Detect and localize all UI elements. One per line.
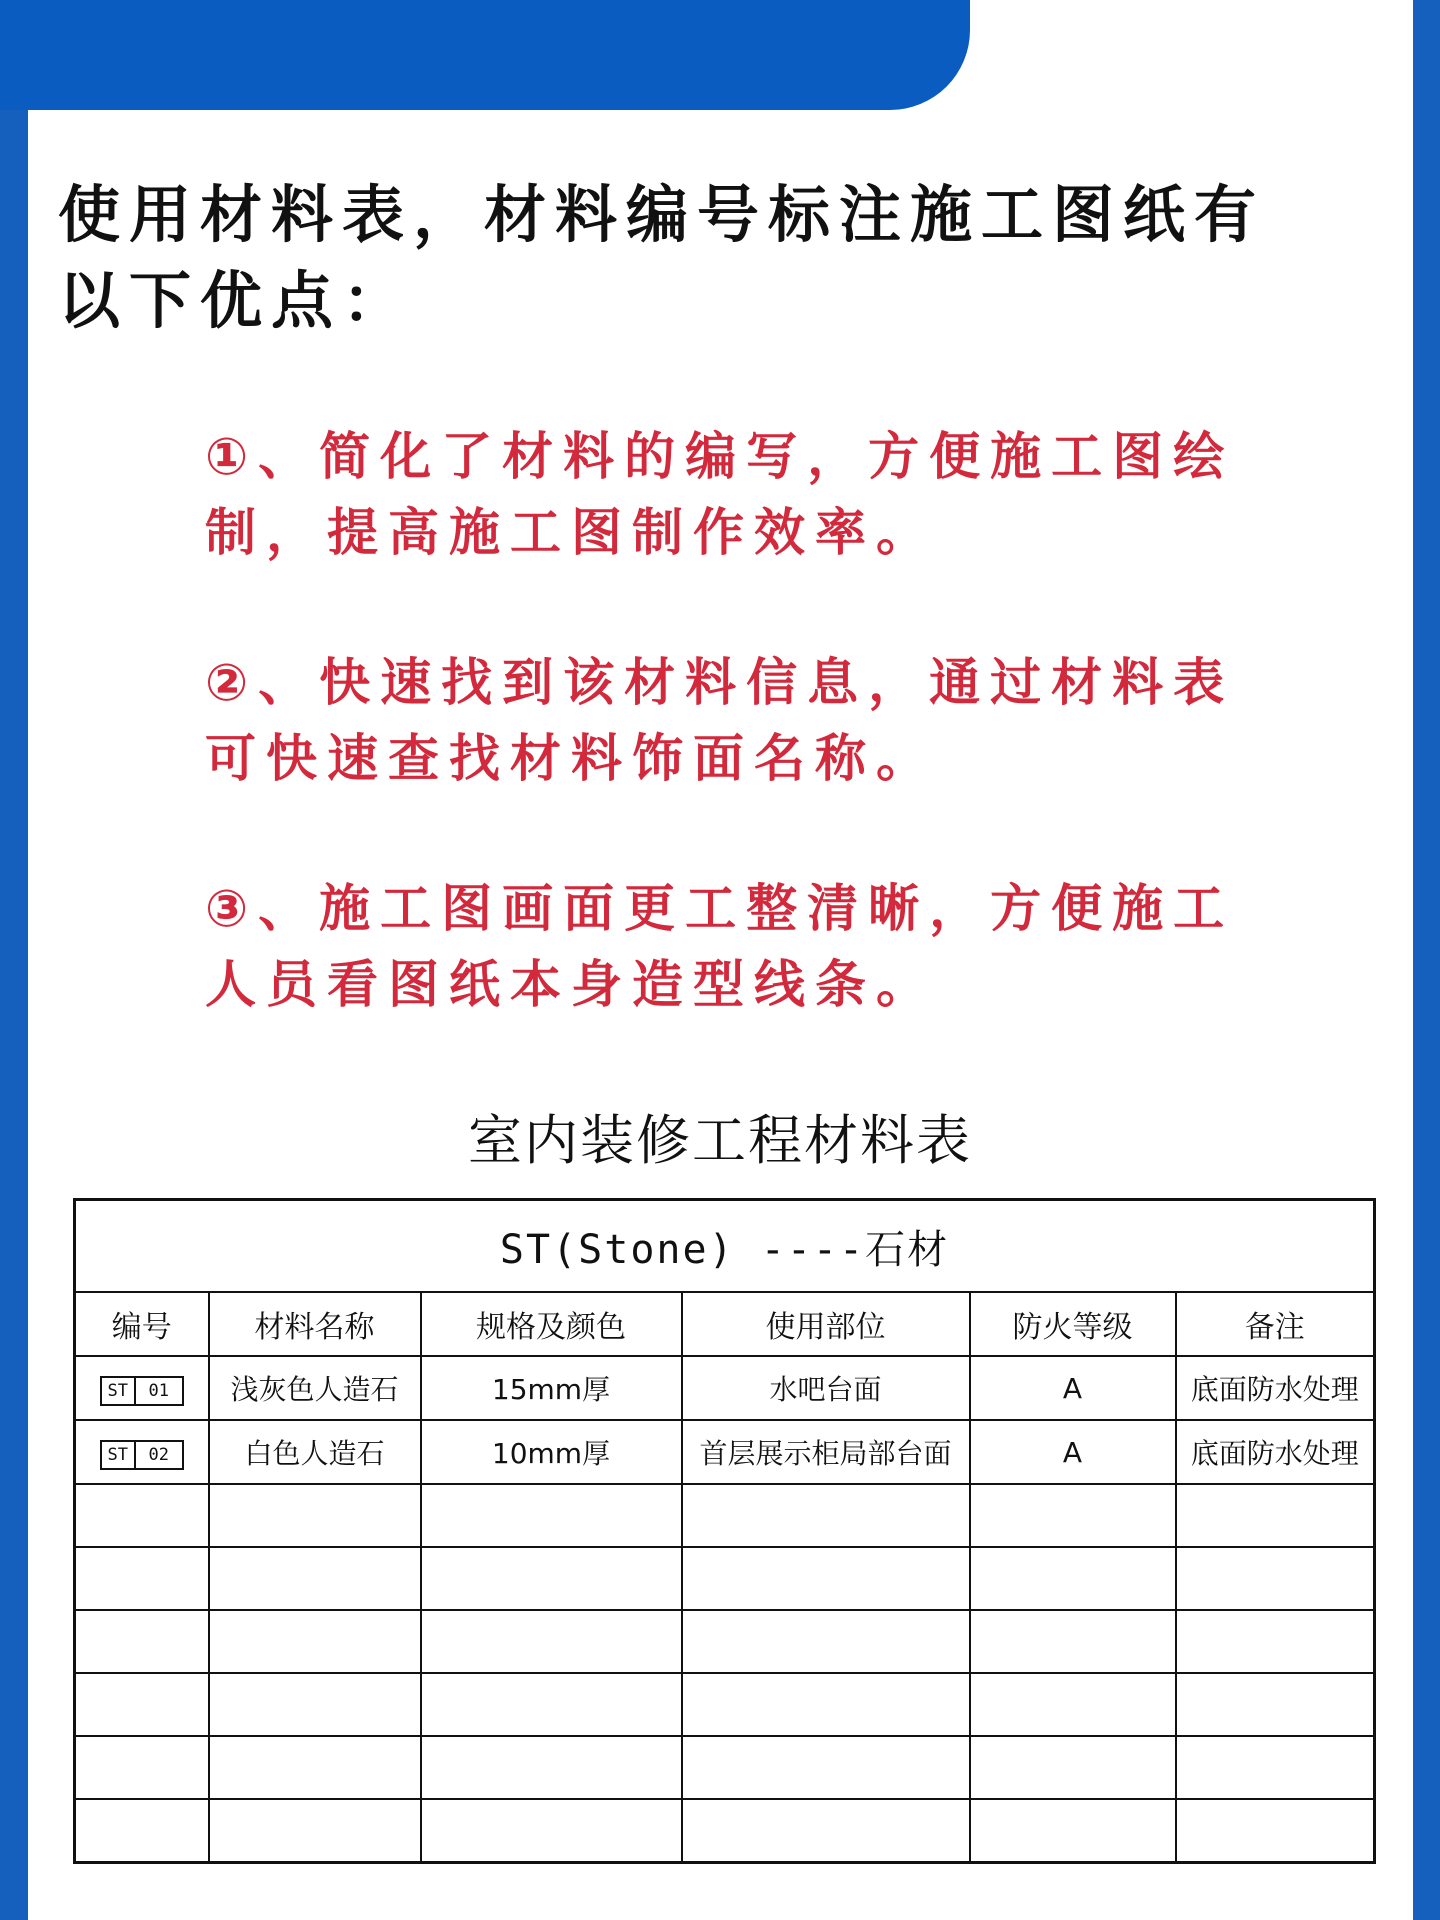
material-code bbox=[75, 1420, 209, 1484]
material-spec: 10mm厚 bbox=[421, 1420, 682, 1484]
material-fire-rating: A bbox=[970, 1356, 1176, 1420]
material-note: 底面防水处理 bbox=[1176, 1420, 1375, 1484]
empty-table-row bbox=[75, 1547, 1375, 1610]
main-heading: 使用材料表，材料编号标注施工图纸有以下优点： bbox=[58, 178, 1266, 337]
empty-table-row bbox=[75, 1484, 1375, 1547]
code-prefix: ST bbox=[102, 1442, 136, 1468]
empty-table-row bbox=[75, 1799, 1375, 1863]
code-number: 01 bbox=[148, 1381, 169, 1401]
material-location: 水吧台面 bbox=[682, 1356, 970, 1420]
header-fire-rating: 防火等级 bbox=[970, 1292, 1176, 1356]
empty-table-row bbox=[75, 1610, 1375, 1673]
top-banner-tab bbox=[0, 0, 970, 110]
advantage-point-1: ①、简化了材料的编写，方便施工图绘制，提高施工图制作效率。 bbox=[205, 428, 1235, 563]
material-code-tag bbox=[100, 1440, 184, 1470]
material-group-label: ST(Stone) ----石材 bbox=[75, 1200, 1375, 1293]
header-code: 编号 bbox=[75, 1292, 209, 1356]
material-note: 底面防水处理 bbox=[1176, 1356, 1375, 1420]
material-fire-rating: A bbox=[970, 1420, 1176, 1484]
code-number: 02 bbox=[148, 1445, 169, 1465]
code-prefix: ST bbox=[102, 1378, 136, 1404]
header-spec: 规格及颜色 bbox=[421, 1292, 682, 1356]
material-table bbox=[73, 1198, 1376, 1864]
empty-table-row bbox=[75, 1736, 1375, 1799]
table-title: 室内装修工程材料表 bbox=[468, 1109, 972, 1172]
advantage-point-3: ③、施工图画面更工整清晰，方便施工人员看图纸本身造型线条。 bbox=[205, 880, 1235, 1015]
advantage-point-2: ②、快速找到该材料信息，通过材料表可快速查找材料饰面名称。 bbox=[205, 654, 1235, 789]
material-code-tag bbox=[100, 1376, 184, 1406]
header-location: 使用部位 bbox=[682, 1292, 970, 1356]
table-header-row bbox=[75, 1292, 1375, 1356]
material-name: 白色人造石 bbox=[209, 1420, 421, 1484]
header-note: 备注 bbox=[1176, 1292, 1375, 1356]
empty-table-row bbox=[75, 1673, 1375, 1736]
header-name: 材料名称 bbox=[209, 1292, 421, 1356]
material-location: 首层展示柜局部台面 bbox=[682, 1420, 970, 1484]
table-group-row bbox=[75, 1200, 1375, 1293]
table-row bbox=[75, 1356, 1375, 1420]
table-row bbox=[75, 1420, 1375, 1484]
material-code bbox=[75, 1356, 209, 1420]
material-name: 浅灰色人造石 bbox=[209, 1356, 421, 1420]
material-spec: 15mm厚 bbox=[421, 1356, 682, 1420]
